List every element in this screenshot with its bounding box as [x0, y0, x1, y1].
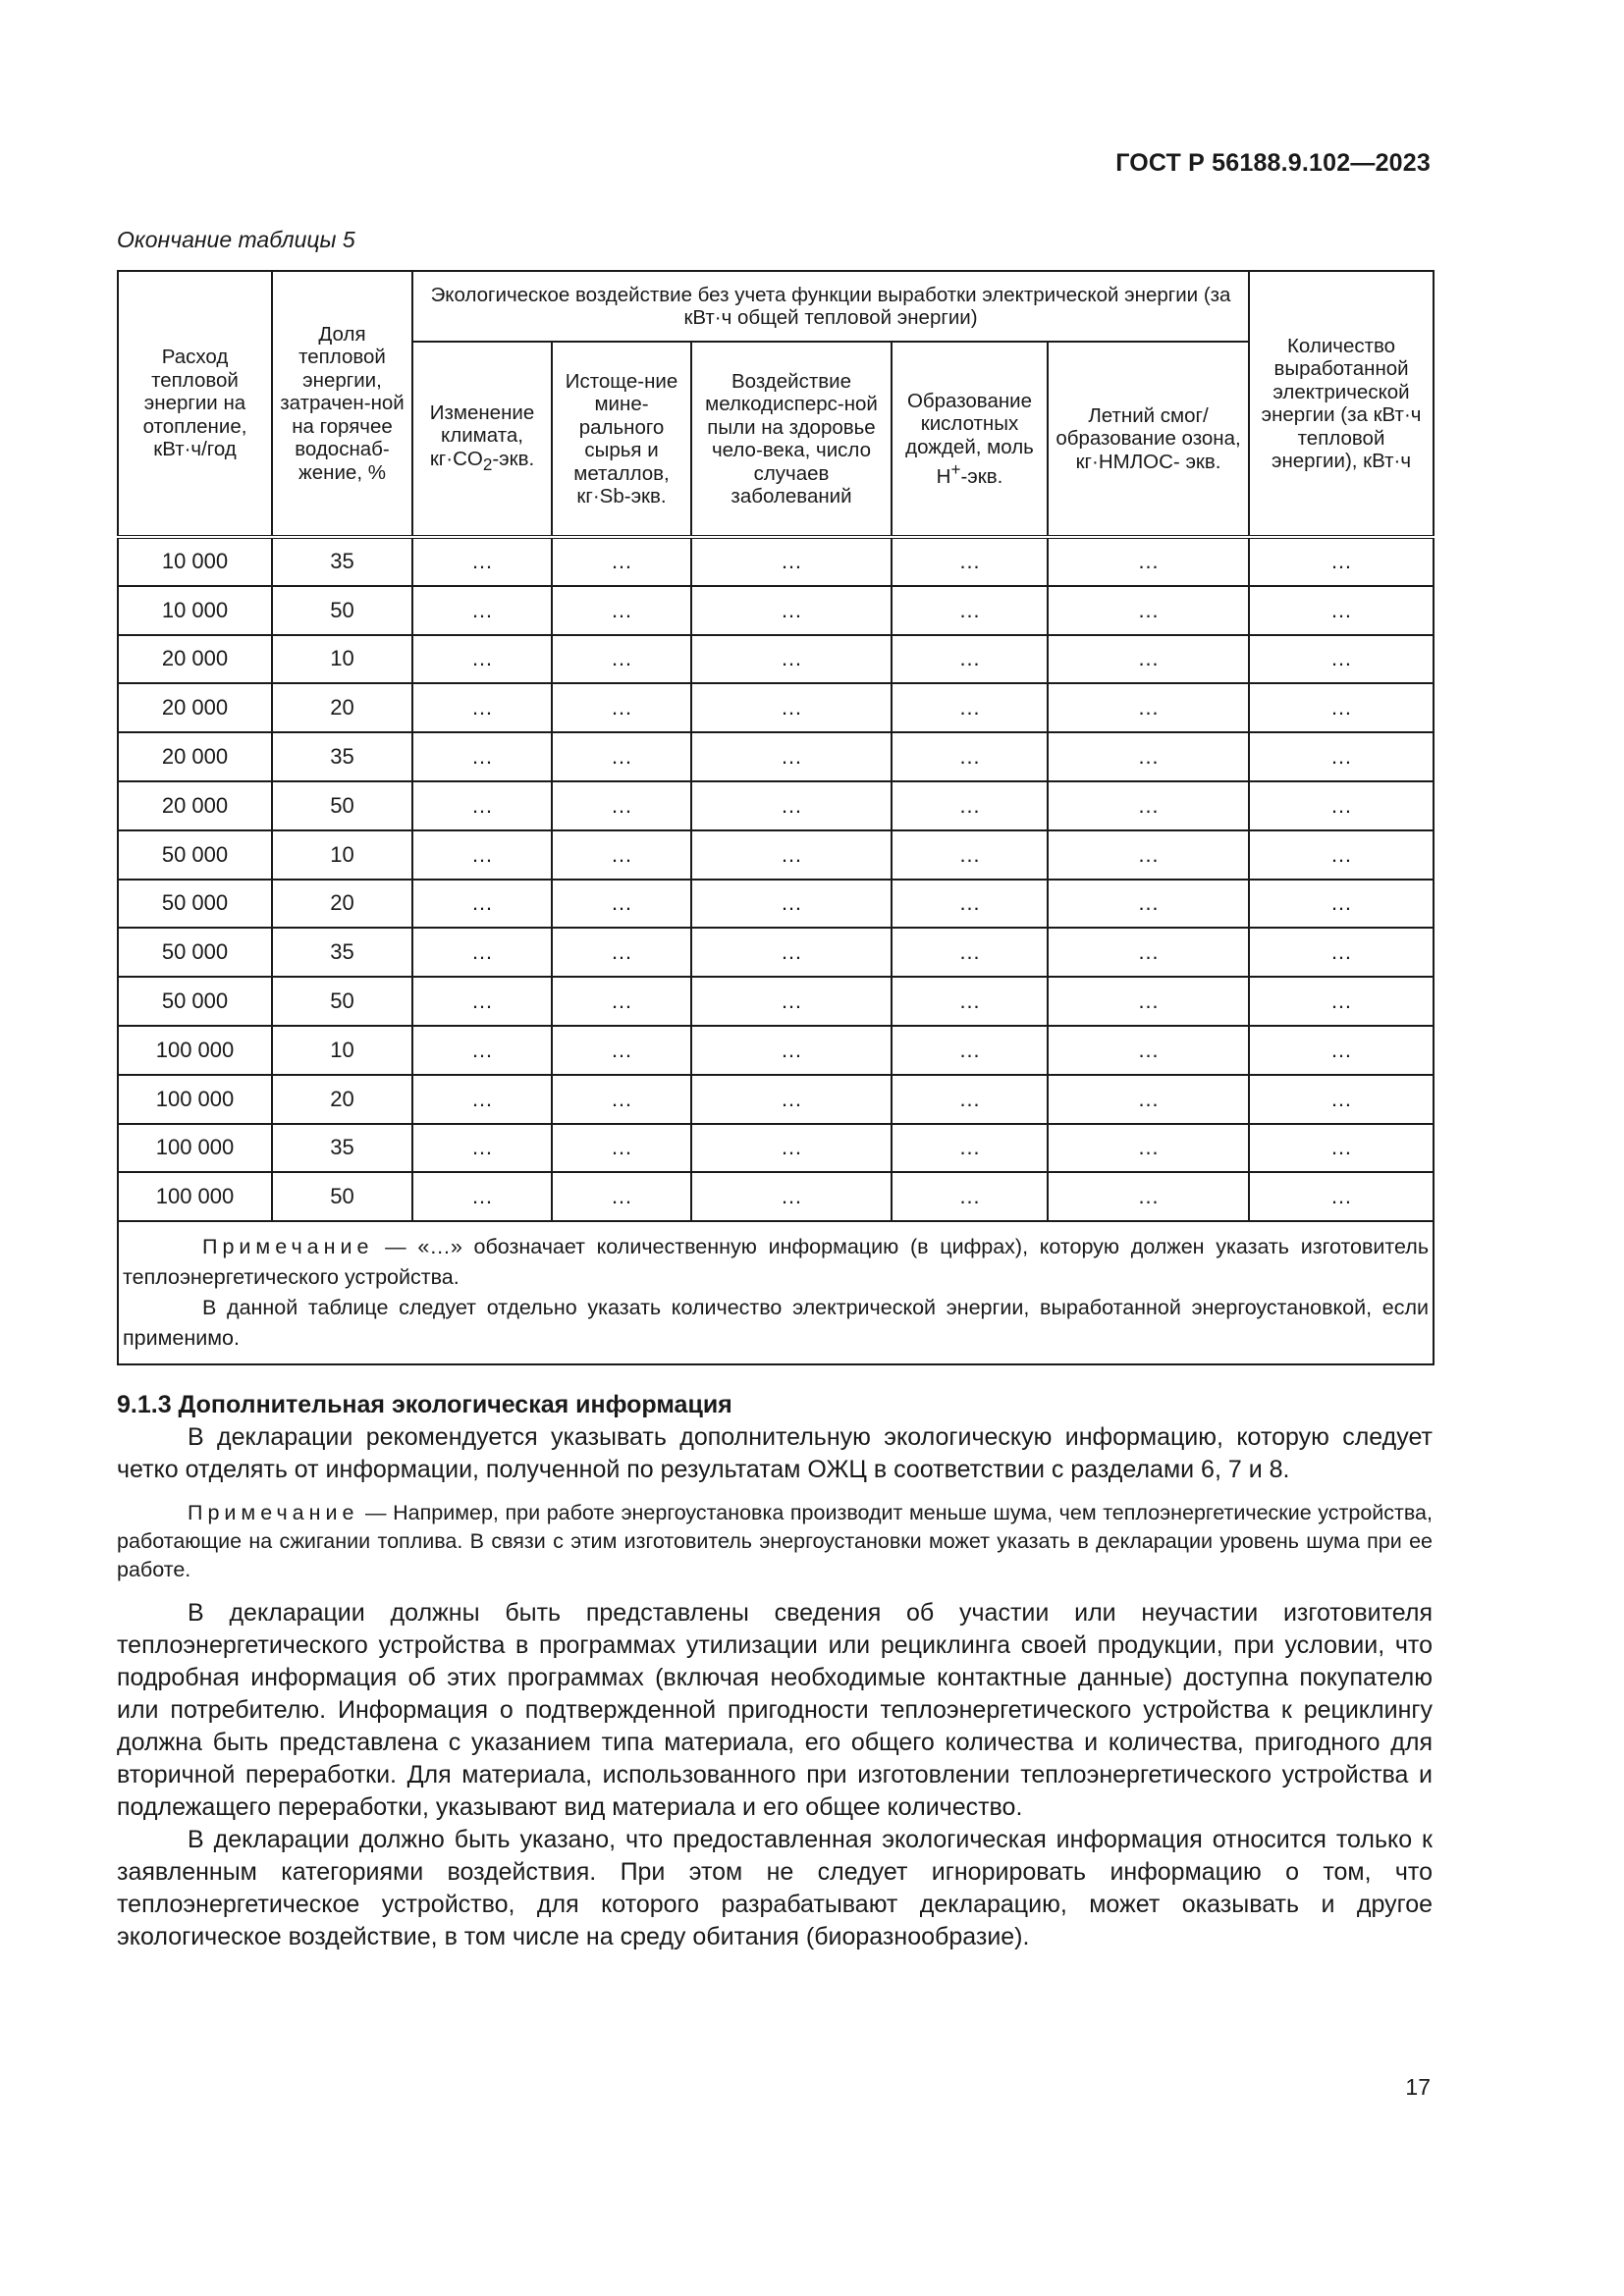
table-cell: …: [1249, 928, 1434, 977]
table-cell: …: [412, 635, 552, 684]
table-cell: …: [1249, 586, 1434, 635]
header-consumption: Расход тепловой энергии на отопление, кВт·ч/год: [118, 271, 272, 537]
table-cell: …: [412, 781, 552, 830]
table-cell: …: [1249, 977, 1434, 1026]
table-cell: …: [892, 928, 1048, 977]
table-cell: …: [1048, 977, 1249, 1026]
table-row: [118, 635, 1434, 684]
table-cell: …: [1249, 880, 1434, 929]
table-cell: 35: [272, 732, 412, 781]
table-cell: …: [552, 537, 691, 586]
section-note: Примечание — Например, при работе энергоустановка производит меньше шума, чем теплоэнергетические устройства, работающие на сжигании топлива. В связи с этим изготовитель энергоустановки может указать в декларации уровень шума при ее работе.: [117, 1501, 1433, 1581]
table-cell: 20 000: [118, 732, 272, 781]
table-cell: 20: [272, 880, 412, 929]
table-cell: …: [412, 830, 552, 880]
table-row: [118, 1172, 1434, 1221]
table-cell: …: [691, 781, 892, 830]
table-cell: …: [892, 537, 1048, 586]
paragraph-3: В декларации должно быть указано, что предоставленная экологическая информация относится только к заявленным категориями воздействия. При этом не следует игнорировать информацию о том, что теплоэнергетическое устройство, для которого разрабатывают декларацию, может оказывать и другое экологическое воздействие, в том числе на среду обитания (биоразнообразие).: [117, 1826, 1433, 1950]
table-cell: …: [552, 1026, 691, 1075]
table-cell: …: [552, 880, 691, 929]
table-cell: 20: [272, 683, 412, 732]
table-cell: …: [412, 1075, 552, 1124]
table-cell: …: [691, 1075, 892, 1124]
header-impact-group: Экологическое воздействие без учета функции выработки электрической энергии (за кВт·ч общей тепловой энергии): [412, 271, 1249, 342]
table-cell: …: [1249, 830, 1434, 880]
table-cell: …: [552, 586, 691, 635]
page-number: 17: [1405, 2074, 1431, 2100]
table-cell: …: [892, 1172, 1048, 1221]
table-cell: …: [691, 830, 892, 880]
header-smog: Летний смог/ образование озона, кг·НМЛОС- экв.: [1048, 342, 1249, 537]
table-cell: 50 000: [118, 977, 272, 1026]
table-cell: …: [691, 537, 892, 586]
table-cell: 50: [272, 586, 412, 635]
table-cell: …: [1048, 1075, 1249, 1124]
table-cell: …: [892, 683, 1048, 732]
table-caption: Окончание таблицы 5: [117, 227, 355, 252]
table-cell: …: [892, 1026, 1048, 1075]
table-cell: …: [1048, 1124, 1249, 1173]
table-cell: …: [691, 635, 892, 684]
table-cell: …: [1048, 1026, 1249, 1075]
table-cell: …: [691, 683, 892, 732]
table-row: [118, 1124, 1434, 1173]
table-cell: …: [552, 977, 691, 1026]
table-cell: …: [691, 586, 892, 635]
table-cell: 50 000: [118, 928, 272, 977]
header-electricity: Количество выработанной электрической энергии (за кВт·ч тепловой энергии), кВт·ч: [1249, 271, 1434, 537]
table-cell: 100 000: [118, 1075, 272, 1124]
table-cell: …: [412, 732, 552, 781]
table-row: [118, 537, 1434, 586]
table-cell: …: [412, 586, 552, 635]
section-body: [117, 1389, 1433, 1953]
table-cell: 20: [272, 1075, 412, 1124]
table-cell: …: [1048, 635, 1249, 684]
table-row: [118, 880, 1434, 929]
note-text: — «…» обозначает количественную информацию (в цифрах), которую должен указать изготовитель теплоэнергетического устройства.: [123, 1235, 1430, 1290]
table-cell: …: [1249, 1124, 1434, 1173]
table-cell: …: [552, 1124, 691, 1173]
table-cell: …: [1249, 537, 1434, 586]
table-cell: …: [1048, 781, 1249, 830]
table-cell: …: [552, 683, 691, 732]
table-cell: 100 000: [118, 1172, 272, 1221]
table-cell: …: [412, 880, 552, 929]
table-cell: …: [691, 928, 892, 977]
table-cell: 35: [272, 928, 412, 977]
header-depletion: Истоще-ние мине-рального сырья и металлов, кг·Sb-экв.: [552, 342, 691, 537]
table-cell: …: [412, 1172, 552, 1221]
table-row: [118, 781, 1434, 830]
table-cell: …: [691, 1124, 892, 1173]
table-cell: …: [691, 1172, 892, 1221]
table-cell: 20 000: [118, 781, 272, 830]
table-cell: …: [412, 537, 552, 586]
table-row: [118, 1026, 1434, 1075]
table-cell: 10 000: [118, 537, 272, 586]
note-label: Примечание: [202, 1235, 374, 1259]
table-row: [118, 830, 1434, 880]
table-cell: …: [892, 830, 1048, 880]
table-cell: …: [892, 1075, 1048, 1124]
table-cell: …: [1048, 537, 1249, 586]
table-body: [118, 537, 1434, 1221]
table-note: [118, 1221, 1434, 1364]
table-cell: 50: [272, 977, 412, 1026]
table-cell: …: [552, 1075, 691, 1124]
table-cell: 100 000: [118, 1124, 272, 1173]
table-cell: 20 000: [118, 635, 272, 684]
table-cell: 10: [272, 830, 412, 880]
table-cell: …: [1249, 635, 1434, 684]
table-row: [118, 1075, 1434, 1124]
table-cell: …: [1249, 1075, 1434, 1124]
table-cell: 10: [272, 635, 412, 684]
header-climate: Изменение климата, $кг\cdot CO_2$-экв.: [412, 342, 552, 537]
table-cell: …: [691, 977, 892, 1026]
table-cell: …: [892, 586, 1048, 635]
table-cell: …: [691, 880, 892, 929]
table-cell: 20 000: [118, 683, 272, 732]
data-table: [117, 270, 1435, 1365]
paragraph-1: В декларации рекомендуется указывать дополнительную экологическую информацию, которую следует четко отделять от информации, полученной по результатам ОЖЦ в соответствии с разделами 6, 7 и 8.: [117, 1423, 1433, 1483]
table-cell: …: [691, 732, 892, 781]
header-dust: Воздействие мелкодисперс-ной пыли на здоровье чело-века, число случаев заболеваний: [691, 342, 892, 537]
table-cell: …: [691, 1026, 892, 1075]
table-cell: …: [892, 635, 1048, 684]
table-cell: …: [1249, 732, 1434, 781]
table-cell: …: [412, 928, 552, 977]
table-cell: …: [892, 977, 1048, 1026]
table-cell: 50: [272, 781, 412, 830]
table-row: [118, 977, 1434, 1026]
table-cell: 10: [272, 1026, 412, 1075]
table-cell: 35: [272, 1124, 412, 1173]
table-cell: …: [552, 1172, 691, 1221]
table-cell: …: [552, 732, 691, 781]
table-cell: 50 000: [118, 880, 272, 929]
table-cell: …: [1048, 586, 1249, 635]
table-cell: …: [1249, 683, 1434, 732]
table-cell: …: [1048, 683, 1249, 732]
note-text-2: В данной таблице следует отдельно указать количество электрической энергии, выработанной энергоустановкой, если применимо.: [123, 1296, 1430, 1351]
table-cell: …: [1048, 928, 1249, 977]
table-cell: …: [892, 880, 1048, 929]
table-row: [118, 683, 1434, 732]
table-cell: …: [552, 928, 691, 977]
header-hot-water-share: Доля тепловой энергии, затрачен-ной на горячее водоснаб-жение, %: [272, 271, 412, 537]
table-row: [118, 732, 1434, 781]
table-cell: …: [892, 732, 1048, 781]
table-cell: …: [1048, 732, 1249, 781]
table-cell: 50 000: [118, 830, 272, 880]
table-cell: …: [412, 1124, 552, 1173]
table-cell: …: [412, 1026, 552, 1075]
table-cell: …: [1249, 781, 1434, 830]
table-row: [118, 586, 1434, 635]
table-cell: …: [1048, 1172, 1249, 1221]
table-cell: …: [552, 635, 691, 684]
table-cell: …: [1048, 880, 1249, 929]
table-cell: 100 000: [118, 1026, 272, 1075]
table-cell: …: [892, 1124, 1048, 1173]
table-cell: 35: [272, 537, 412, 586]
section-heading: 9.1.3 Дополнительная экологическая информация: [117, 1391, 732, 1418]
table-row: [118, 928, 1434, 977]
table-cell: 50: [272, 1172, 412, 1221]
table-cell: …: [1048, 830, 1249, 880]
table-cell: 10 000: [118, 586, 272, 635]
table-cell: …: [552, 830, 691, 880]
table-cell: …: [1249, 1172, 1434, 1221]
table-cell: …: [412, 683, 552, 732]
table-cell: …: [1249, 1026, 1434, 1075]
paragraph-2: В декларации должны быть представлены сведения об участии или неучастии изготовителя теплоэнергетического устройства в программах утилизации или рециклинга своей продукции, при условии, что подробная информация об этих программах (включая необходимые контактные данные) доступна покупателю или потребителю. Информация о подтвержденной пригодности теплоэнергетического устройства к рециклингу должна быть представлена с указанием типа материала, его общего количества и количества, пригодного для вторичной переработки. Для материала, использованного при изготовлении теплоэнергетического устройства и подлежащего переработки, указывают вид материала и его общее количество.: [117, 1599, 1433, 1821]
document-code: ГОСТ Р 56188.9.102—2023: [1115, 149, 1431, 177]
table-cell: …: [892, 781, 1048, 830]
table-cell: …: [552, 781, 691, 830]
table-cell: …: [412, 977, 552, 1026]
header-acid-rain: Образование кислотных дождей, моль H+-экв.: [892, 342, 1048, 537]
